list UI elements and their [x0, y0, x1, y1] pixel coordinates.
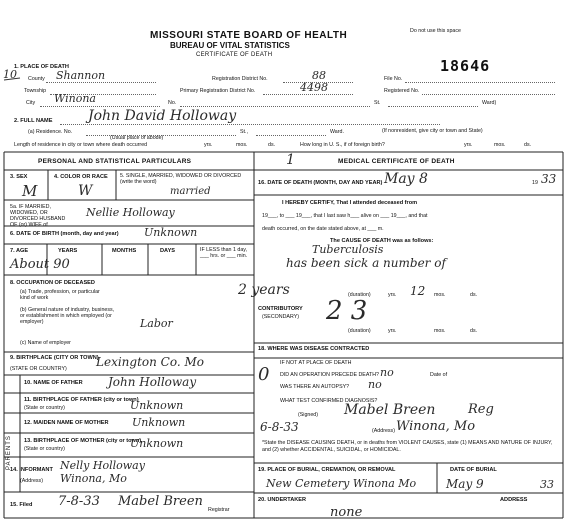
- filed-value: 7-8-33: [58, 494, 100, 509]
- occupation-value: Labor: [140, 317, 173, 330]
- certify-text: I HEREBY CERTIFY, That I attended deceased from: [282, 200, 418, 206]
- signed-suffix: Reg: [468, 402, 494, 417]
- medical-heading: MEDICAL CERTIFICATE OF DEATH: [338, 158, 455, 165]
- burial-label: 19. PLACE OF BURIAL, CREMATION, OR REMOVAL: [258, 467, 396, 473]
- how-long-ds: ds.: [524, 142, 532, 148]
- date-of-death-19: 19: [532, 180, 538, 186]
- mother-value: Unknown: [132, 416, 186, 429]
- spouse-value: Nellie Holloway: [86, 206, 175, 219]
- certify-text-2: 19___, to ___ 19___, that I last saw h___ alive on ___ 19___, and that: [262, 213, 428, 219]
- occupation-a: (a) Trade, profession, or particular kind of work: [20, 289, 100, 301]
- st-label: St.: [374, 100, 381, 106]
- length-ds: ds.: [268, 142, 276, 148]
- duration-value: 2 years: [238, 282, 290, 298]
- spouse-label: 5a. IF MARRIED, WIDOWED, OR DIVORCED HUSBAND OF (or) WIFE of: [10, 204, 66, 228]
- certify-text-3: death occurred, on the date stated above, at ___ m.: [262, 226, 384, 232]
- duration-mos: mos.: [434, 292, 446, 298]
- filed-label: 15. Filed: [10, 502, 33, 508]
- burial-year: 33: [540, 478, 554, 491]
- length-residence-label: Length of residence in city or town where death occurred: [14, 142, 148, 148]
- age-value: About 90: [10, 257, 70, 272]
- primary-reg-value: 4498: [300, 81, 328, 94]
- mother-bp-value: Unknown: [130, 437, 184, 450]
- autopsy-label: WAS THERE AN AUTOPSY?: [280, 384, 350, 390]
- q18-label: 18. WHERE WAS DISEASE CONTRACTED: [258, 346, 370, 352]
- residence-st: St.,: [240, 129, 248, 135]
- how-long-mos: mos.: [494, 142, 506, 148]
- residence-note: (If nonresident, give city or town and State): [382, 128, 483, 134]
- sign-address-value: Winona, Mo: [396, 419, 476, 434]
- duration-mos-value: 12: [410, 284, 426, 298]
- full-name-label: 2. FULL NAME: [14, 118, 53, 124]
- signed-value: Mabel Breen: [344, 402, 436, 418]
- file-number: 18646: [440, 57, 491, 75]
- father-bp-sub: (State or country): [24, 405, 65, 411]
- sex-value: M: [22, 182, 38, 200]
- county-value: Shannon: [56, 69, 106, 82]
- township-label: Township: [24, 88, 47, 94]
- full-name-value: John David Holloway: [88, 108, 237, 124]
- birthplace-label: 9. BIRTHPLACE (CITY OR TOWN): [10, 355, 99, 361]
- operation-date: Date of: [430, 372, 448, 378]
- registrar-value: Mabel Breen: [118, 494, 203, 509]
- color-value: W: [78, 183, 93, 199]
- margin-mark: 10: [3, 68, 17, 81]
- father-label: 10. NAME OF FATHER: [24, 380, 83, 386]
- q18b-label: IF NOT AT PLACE OF DEATH: [280, 360, 352, 366]
- birthplace-value: Lexington Co. Mo: [96, 355, 205, 369]
- duration-ds: ds.: [470, 292, 478, 298]
- contributory-sub: (SECONDARY): [262, 314, 299, 320]
- age-less-day: IF LESS than 1 day, ___ hrs. or ___ min.: [200, 247, 248, 259]
- registered-no-label: Registered No.: [384, 88, 420, 94]
- age-years-label: YEARS: [58, 248, 78, 254]
- burial-date-value: May 9: [446, 477, 484, 491]
- autopsy-value: no: [368, 378, 382, 391]
- margin-note: Do not use this space: [410, 28, 461, 34]
- sign-address-label: (Address): [372, 428, 395, 434]
- color-label: 4. COLOR OR RACE: [54, 174, 108, 180]
- residence-label: (a) Residence. No.: [28, 129, 73, 135]
- age-label: 7. AGE: [10, 248, 29, 254]
- certificate-title: CERTIFICATE OF DEATH: [196, 52, 273, 58]
- operation-label: DID AN OPERATION PRECEDE DEATH?: [280, 372, 379, 378]
- how-long-label: How long in U. S., if of foreign birth?: [300, 142, 385, 148]
- informant-value: Nelly Holloway: [60, 459, 145, 472]
- cause-value: Tuberculosis: [312, 243, 384, 256]
- residence-usual: (Usual place of abode): [110, 135, 164, 141]
- contributory-ds: ds.: [470, 328, 478, 334]
- parents-label: PARENTS: [6, 435, 12, 470]
- footnote: *State the DISEASE CAUSING DEATH, or in deaths from VIOLENT CAUSES, state (1) MEANS AND NATURE OF INJURY, and (2) whether ACCIDENTAL, SUICIDAL, or HOMICIDAL.: [262, 440, 553, 453]
- duration-yrs: yrs.: [388, 292, 397, 298]
- burial-date-label: DATE OF BURIAL: [450, 467, 497, 473]
- signed-label: (Signed): [298, 412, 319, 418]
- duration-label: (duration): [348, 292, 371, 298]
- diagnosis-label: WHAT TEST CONFIRMED DIAGNOSIS?: [280, 398, 378, 404]
- contributory-value: 2 3: [326, 296, 368, 326]
- mother-bp-sub: (State or country): [24, 446, 65, 452]
- contributory-yrs: yrs.: [388, 328, 397, 334]
- cause-note: has been sick a number of: [286, 256, 446, 270]
- sign-date: 6-8-33: [260, 420, 299, 434]
- date-of-death-label: 16. DATE OF DEATH (MONTH, DAY AND YEAR): [258, 180, 383, 186]
- undertaker-value: none: [330, 505, 363, 520]
- mother-label: 12. MAIDEN NAME OF MOTHER: [24, 420, 109, 426]
- personal-heading: PERSONAL AND STATISTICAL PARTICULARS: [38, 158, 192, 165]
- city-label: City: [26, 100, 36, 106]
- reg-district-label: Registration District No.: [212, 76, 268, 82]
- contributory-mos: mos.: [434, 328, 446, 334]
- marital-label: 5. SINGLE, MARRIED, WIDOWED OR DIVORCED (write the word): [120, 173, 242, 185]
- city-value: Winona: [54, 92, 96, 105]
- occupation-label: 8. OCCUPATION OF DECEASED: [10, 280, 95, 286]
- bureau-title: BUREAU OF VITAL STATISTICS: [170, 41, 290, 50]
- informant-label: 14. INFORMANT: [10, 467, 53, 473]
- father-value: John Holloway: [108, 375, 197, 389]
- mother-bp-label: 13. BIRTHPLACE OF MOTHER (city or town): [24, 438, 142, 444]
- birth-label: 6. DATE OF BIRTH (month, day and year): [10, 231, 119, 237]
- registrar-label: Registrar: [208, 507, 230, 513]
- operation-value: no: [380, 366, 394, 379]
- age-days-label: DAYS: [160, 248, 176, 254]
- date-of-death-value: May 8: [384, 171, 428, 187]
- informant-address-label: (Address): [20, 478, 43, 484]
- cause-label: The CAUSE OF DEATH was as follows:: [330, 238, 434, 244]
- contributory-label: CONTRIBUTORY: [258, 306, 303, 312]
- burial-value: New Cemetery Winona Mo: [266, 477, 417, 490]
- sex-label: 3. SEX: [10, 174, 28, 180]
- county-label: County: [28, 76, 45, 82]
- residence-ward: Ward.: [330, 129, 344, 135]
- birth-value: Unknown: [144, 226, 198, 239]
- how-long-yrs: yrs.: [464, 142, 473, 148]
- file-no-label: File No.: [384, 76, 403, 82]
- father-bp-value: Unknown: [130, 399, 184, 412]
- board-title: MISSOURI STATE BOARD OF HEALTH: [150, 30, 348, 41]
- occupation-b: (b) General nature of industry, business, or establishment in which employed (or employer): [20, 307, 115, 325]
- length-mos: mos.: [236, 142, 248, 148]
- margin-mark-2: 1: [286, 152, 295, 168]
- reg-district-value: 88: [312, 69, 326, 82]
- place-heading: 1. PLACE OF DEATH: [14, 64, 69, 70]
- father-bp-label: 11. BIRTHPLACE OF FATHER (city or town): [24, 397, 139, 403]
- age-months-label: MONTHS: [112, 248, 137, 254]
- date-of-death-year: 33: [541, 172, 557, 186]
- ward-label: Ward): [482, 100, 497, 106]
- informant-address-value: Winona, Mo: [60, 472, 127, 485]
- margin-zero: 0: [258, 364, 270, 385]
- no-label: No.: [168, 100, 177, 106]
- birthplace-sub: (STATE OR COUNTRY): [10, 366, 67, 372]
- occupation-c: (c) Name of employer: [20, 340, 71, 346]
- primary-reg-label: Primary Registration District No.: [180, 88, 256, 94]
- contributory-duration: (duration): [348, 328, 371, 334]
- undertaker-address-label: ADDRESS: [500, 497, 528, 503]
- marital-value: married: [170, 186, 211, 197]
- undertaker-label: 20. UNDERTAKER: [258, 497, 307, 503]
- length-yrs: yrs.: [204, 142, 213, 148]
